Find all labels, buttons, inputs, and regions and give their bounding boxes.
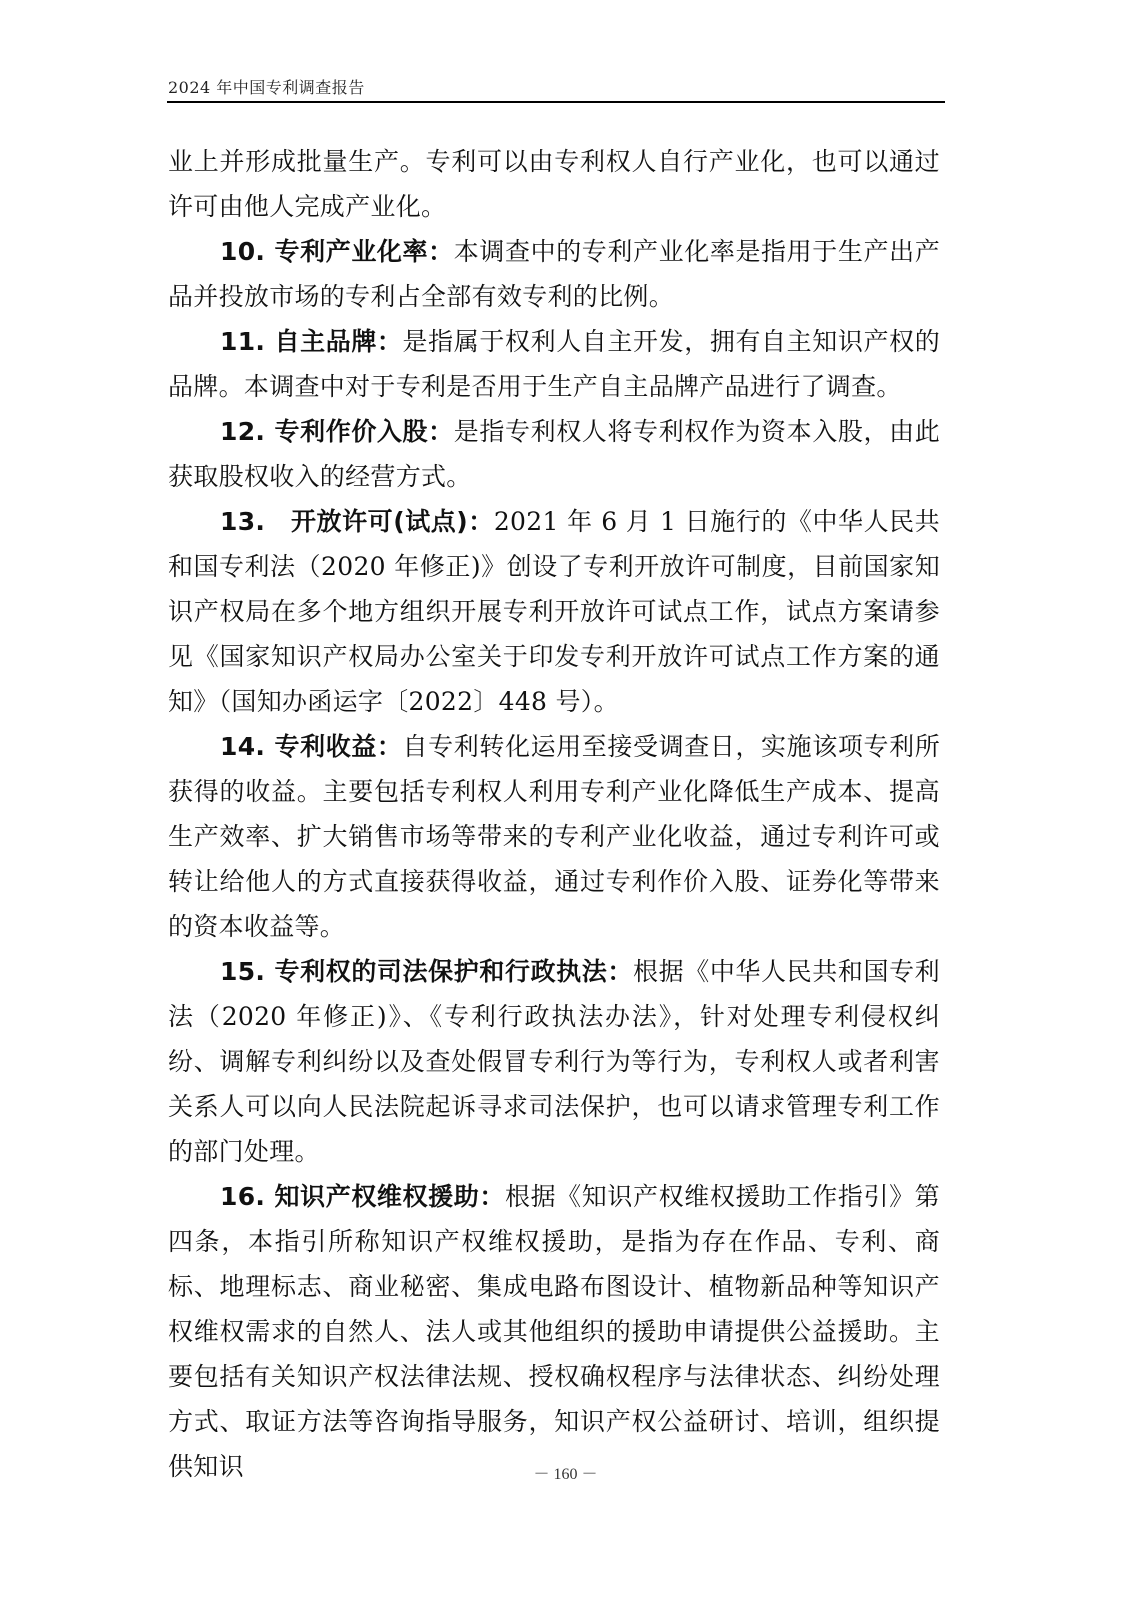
definition-term: 11. 自主品牌：	[220, 327, 403, 356]
definition-patent-equity-investment	[168, 409, 940, 499]
paragraph-text: 业上并形成批量生产。专利可以由专利权人自行产业化，也可以通过许可由他人完成产业化。	[168, 147, 940, 221]
definition-text: 是指属于权利人自主开发，拥有自主知识产权的品牌。本调查中对于专利是否用于生产自主品牌产品进行了调查。	[168, 327, 940, 401]
definition-text: 根据《知识产权维权援助工作指引》第四条，本指引所称知识产权维权援助，是指为存在作品、专利、商标、地理标志、商业秘密、集成电路布图设计、植物新品种等知识产权维权需求的自然人、法人或其他组织的援助申请提供公益援助。主要包括有关知识产权法律法规、授权确权程序与法律状态、纠纷处理方式、取证方法等咨询指导服务，知识产权公益研讨、培训，组织提供知识	[168, 1182, 940, 1481]
paragraph-continuation	[168, 139, 940, 229]
definition-term: 15. 专利权的司法保护和行政执法：	[220, 957, 633, 986]
definition-own-brand	[168, 319, 940, 409]
definition-text: 是指专利权人将专利权作为资本入股，由此获取股权收入的经营方式。	[168, 417, 941, 491]
definition-text: 根据《中华人民共和国专利法（2020 年修正)》、《专利行政执法办法》，针对处理专利侵权纠纷、调解专利纠纷以及查处假冒专利行为等行为，专利权人或者利害关系人可以向人民法院起诉寻求司法保护，也可以请求管理专利工作的部门处理。	[168, 957, 940, 1166]
definition-term: 12. 专利作价入股：	[220, 417, 454, 446]
definition-term: 16. 知识产权维权援助：	[220, 1182, 505, 1211]
definition-text: 2021 年 6 月 1 日施行的《中华人民共和国专利法（2020 年修正)》创设了专利开放许可制度，目前国家知识产权局在多个地方组织开展专利开放许可试点工作，试点方案请参见《国家知识产权局办公室关于印发专利开放许可试点工作方案的通知》（国知办函运字〔2022〕448 号）。	[168, 507, 940, 716]
definition-term: 13. 开放许可(试点)：	[220, 507, 494, 536]
definition-ip-rights-assistance	[168, 1174, 940, 1489]
definition-term: 10. 专利产业化率：	[220, 237, 454, 266]
header-divider	[167, 101, 945, 103]
definition-text: 自专利转化运用至接受调查日，实施该项专利所获得的收益。主要包括专利权人利用专利产业化降低生产成本、提高生产效率、扩大销售市场等带来的专利产业化收益，通过专利许可或转让给他人的方式直接获得收益，通过专利作价入股、证券化等带来的资本收益等。	[168, 732, 940, 941]
definition-text: 本调查中的专利产业化率是指用于生产出产品并投放市场的专利占全部有效专利的比例。	[168, 237, 941, 311]
document-body	[168, 139, 940, 1489]
definition-open-licensing	[168, 499, 940, 724]
definition-judicial-protection	[168, 949, 940, 1174]
definition-term: 14. 专利收益：	[220, 732, 403, 761]
running-header: 2024 年中国专利调查报告	[168, 78, 365, 97]
definition-patent-industrialization-rate	[168, 229, 940, 319]
page-number: － 160 －	[533, 1466, 598, 1483]
definition-patent-income	[168, 724, 940, 949]
